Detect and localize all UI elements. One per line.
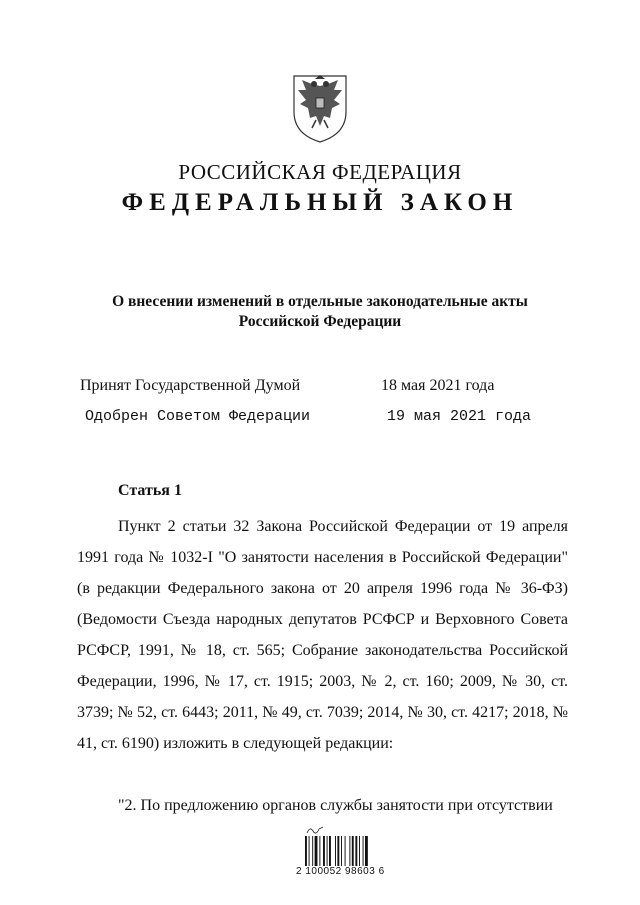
barcode-bar (345, 836, 346, 866)
barcode-bar (359, 836, 360, 866)
duma-adoption-label: Принят Государственной Думой (80, 377, 301, 394)
barcode-bar (309, 836, 310, 866)
barcode-bar (355, 836, 357, 866)
barcode-bar (312, 836, 313, 866)
coat-of-arms-emblem (288, 70, 352, 146)
barcode-bar (305, 836, 307, 866)
law-subject-line1: О внесении изменений в отдельные законодательные акты (112, 293, 528, 310)
barcode-bar (335, 836, 336, 866)
barcode-number: 2 100052 98603 6 (296, 866, 385, 877)
council-approval-label: Одобрен Советом Федерации (85, 408, 311, 425)
article-paragraph: Пункт 2 статьи 32 Закона Российской Федерации от 19 апреля 1991 года № 1032-I "О занятости населения в Российской Федерации" (в редакции Федерального закона от 20 апреля 1996 года № 36-ФЗ) (Ведомости Съезда народных депутатов РСФСР и Верховного Совета РСФСР, 1991, № 18, ст. 565; Собрание законодательства Российской Федерации, 1996, № 17, ст. 1915; 2003, № 2, ст. 160; 2009, № 30, ст. 3739; № 52, ст. 6443; 2011, № 49, ст. 7039; 2014, № 30, ст. 4217; 2018, № 41, ст. 6190) изложить в следующей редакции: (77, 518, 568, 752)
barcode (305, 836, 373, 866)
article-title: Статья 1 (118, 482, 182, 499)
barcode-bar (352, 836, 354, 866)
barcode-bar (349, 836, 350, 866)
country-heading: РОССИЙСКАЯ ФЕДЕРАЦИЯ (178, 160, 462, 184)
barcode-bar (365, 836, 368, 866)
barcode-bar (363, 836, 364, 866)
barcode-bar (315, 836, 318, 866)
barcode-bar (319, 836, 320, 866)
law-type-heading: ФЕДЕРАЛЬНЫЙ ЗАКОН (121, 189, 519, 216)
law-subject-line2: Российской Федерации (238, 313, 402, 330)
duma-adoption-date: 18 мая 2021 года (381, 377, 495, 394)
barcode-bar (323, 836, 325, 866)
barcode-bar (341, 836, 342, 866)
barcode-bar (327, 836, 328, 866)
council-approval-date: 19 мая 2021 года (387, 408, 532, 425)
barcode-bar (337, 836, 339, 866)
article-paragraph-continued: "2. По предложению органов службы занятости при отсутствии (118, 797, 553, 814)
signature-mark (306, 825, 324, 835)
law-subject (60, 292, 580, 332)
barcode-bar (329, 836, 331, 866)
